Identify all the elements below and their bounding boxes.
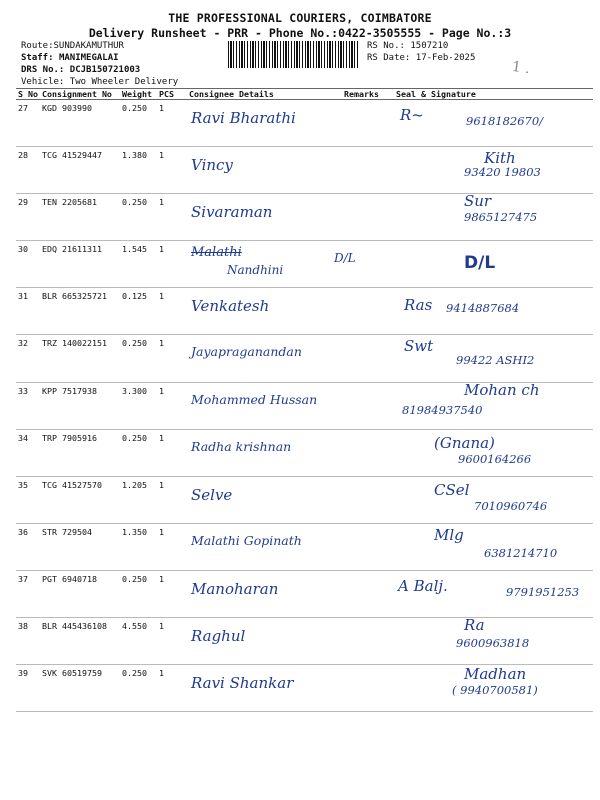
cell-consignee [187,194,342,241]
consignee-name: Venkatesh [191,297,270,316]
consignee-name: Raghul [191,627,246,646]
table-row [16,100,593,147]
staff-value: MANIMEGALAI [58,53,119,63]
cell-pcs: 1 [157,100,187,147]
cell-consignee [187,335,342,382]
runsheet-meta-right [367,40,475,64]
signature: Ra [464,616,485,635]
cell-consignee [187,382,342,429]
contact-number: 9618182670/ [466,114,544,128]
signature: Kith [484,149,516,168]
runsheet-table [16,88,593,712]
table-row [16,288,593,335]
route-line: Route:SUNDAKAMUTHUR [21,41,124,51]
contact-number: 9865127475 [464,210,538,225]
cell-consignment: KGD 903990 [40,100,120,147]
cell-weight: 0.250 [120,570,157,617]
runsheet-subtitle: Delivery Runsheet - PRR - Phone No.:0422-3505555 - Page No.:3 [88,26,512,40]
contact-number: 9600963818 [456,636,530,651]
barcode [228,41,358,68]
contact-number: 93420 19803 [464,165,541,180]
cell-remarks [342,665,394,712]
col-weight: Weight [120,89,157,100]
cell-seal-signature [394,241,593,288]
col-pcs: PCS [157,89,187,100]
cell-weight: 0.250 [120,429,157,476]
cell-remarks [342,523,394,570]
cell-seal-signature [394,288,593,335]
table-row [16,382,593,429]
signature: Swt [404,337,434,356]
contact-number: 6381214710 [484,545,558,560]
cell-remarks [342,618,394,665]
cell-sno: 31 [16,288,40,335]
contact-number: 9414887684 [446,301,520,316]
cell-weight: 1.205 [120,476,157,523]
cell-sno: 39 [16,665,40,712]
vehicle-line: Vehicle: Two Wheeler Delivery [21,77,179,87]
cell-pcs: 1 [157,523,187,570]
signature: Mohan ch [464,380,540,399]
cell-consignment: TRP 7905916 [40,429,120,476]
cell-weight: 3.300 [120,382,157,429]
cell-remarks [342,147,394,194]
cell-pcs: 1 [157,570,187,617]
cell-weight: 1.350 [120,523,157,570]
staff-line: Staff: MANIMEGALAI [21,53,119,63]
cell-consignee [187,570,342,617]
table-row [16,241,593,288]
signature: Ras [404,296,433,315]
consignee-name: Radha krishnan [191,438,292,454]
drs-value: DCJB150721003 [69,65,141,75]
cell-remarks [342,288,394,335]
corner-pen-mark: 1 . [510,58,531,78]
vehicle-value: Two Wheeler Delivery [69,77,179,87]
cell-seal-signature [394,570,593,617]
table-row [16,570,593,617]
cell-seal-signature [394,147,593,194]
cell-weight: 1.545 [120,241,157,288]
cell-consignee [187,618,342,665]
table-row [16,335,593,382]
table-header-row [16,89,593,100]
cell-pcs: 1 [157,194,187,241]
col-consignment: Consignment No [40,89,120,100]
cell-seal-signature [394,335,593,382]
cell-consignment: STR 729504 [40,523,120,570]
table-row [16,618,593,665]
rs-no-value: 1507210 [410,41,449,51]
contact-number: 9791951253 [506,584,580,599]
cell-weight: 4.550 [120,618,157,665]
consignee-name: Jayapraganandan [191,344,302,360]
cell-consignee [187,147,342,194]
cell-remarks [342,382,394,429]
cell-consignment: BLR 665325721 [40,288,120,335]
signature: Madhan [464,665,527,684]
cell-weight: 0.250 [120,194,157,241]
cell-seal-signature [394,618,593,665]
cell-weight: 0.250 [120,100,157,147]
consignee-name: Ravi Bharathi [191,109,296,127]
cell-remarks [342,429,394,476]
cell-seal-signature [394,382,593,429]
consignee-name: Mohammed Hussan [191,391,318,407]
cell-remarks [342,335,394,382]
cell-pcs: 1 [157,335,187,382]
contact-number: 81984937540 [402,402,483,417]
contact-number: 7010960746 [474,498,548,513]
cell-remarks [342,570,394,617]
cell-seal-signature [394,665,593,712]
cell-pcs: 1 [157,476,187,523]
cell-consignee [187,523,342,570]
cell-pcs: 1 [157,241,187,288]
cell-pcs: 1 [157,382,187,429]
table-row [16,665,593,712]
table-row [16,147,593,194]
cell-consignment: PGT 6940718 [40,570,120,617]
cell-consignee [187,241,342,288]
consignee-name: Vincy [191,156,233,175]
cell-remarks [342,476,394,523]
contact-number: D/L [464,253,496,274]
cell-seal-signature [394,100,593,147]
consignee-name: Manoharan [191,579,279,598]
signature: Sur [464,192,492,211]
cell-pcs: 1 [157,618,187,665]
company-title: THE PROFESSIONAL COURIERS, COIMBATORE [168,11,432,25]
consignee-name: Nandhini [227,263,284,278]
cell-sno: 29 [16,194,40,241]
cell-consignment: BLR 445436108 [40,618,120,665]
table-row [16,476,593,523]
contact-number: ( 9940700581) [452,683,538,698]
runsheet-meta-left [21,40,178,88]
cell-seal-signature [394,476,593,523]
cell-weight: 1.380 [120,147,157,194]
cell-sno: 32 [16,335,40,382]
cell-seal-signature [394,429,593,476]
cell-consignee [187,100,342,147]
cell-consignee [187,288,342,335]
cell-pcs: 1 [157,288,187,335]
cell-consignment: TEN 2205681 [40,194,120,241]
consignee-name: Sivaraman [191,203,273,222]
cell-consignment: TCG 41529447 [40,147,120,194]
col-remarks: Remarks [342,89,394,100]
route-value: SUNDAKAMUTHUR [53,41,124,51]
cell-consignee [187,665,342,712]
cell-consignee [187,476,342,523]
cell-seal-signature [394,194,593,241]
rs-date-line: RS Date: 17-Feb-2025 [367,53,476,63]
consignee-name: Selve [191,485,233,504]
cell-sno: 35 [16,476,40,523]
remark-text: D/L [334,251,356,266]
cell-pcs: 1 [157,429,187,476]
signature: Mlg [434,525,464,544]
drs-line: DRS No.: DCJB150721003 [21,65,141,75]
col-seal: Seal & Signature [394,89,593,100]
consignee-name: Malathi Gopinath [191,532,302,548]
cell-sno: 37 [16,570,40,617]
rs-no-line: RS No.: 1507210 [367,41,449,51]
cell-seal-signature [394,523,593,570]
rs-date-value: 17-Feb-2025 [415,53,476,63]
cell-consignment: EDQ 21611311 [40,241,120,288]
cell-pcs: 1 [157,665,187,712]
table-row [16,194,593,241]
cell-sno: 34 [16,429,40,476]
signature: A Balj. [398,576,448,595]
cell-consignment: TRZ 140022151 [40,335,120,382]
cell-sno: 38 [16,618,40,665]
signature: CSel [434,480,470,499]
cell-weight: 0.250 [120,335,157,382]
signature: R~ [400,106,424,124]
contact-number: 99422 ASHI2 [456,353,535,368]
contact-number: 9600164266 [458,451,532,466]
cell-sno: 28 [16,147,40,194]
consignee-name: Ravi Shankar [191,674,294,693]
cell-consignment: SVK 60519759 [40,665,120,712]
cell-consignee [187,429,342,476]
table-row [16,429,593,476]
cell-pcs: 1 [157,147,187,194]
cell-weight: 0.125 [120,288,157,335]
cell-consignment: TCG 41527570 [40,476,120,523]
cell-sno: 36 [16,523,40,570]
cell-sno: 27 [16,100,40,147]
cell-remarks [342,194,394,241]
cell-remarks [342,100,394,147]
cell-sno: 33 [16,382,40,429]
cell-consignment: KPP 7517938 [40,382,120,429]
cell-remarks [334,241,394,288]
col-consignee: Consignee Details [187,89,342,100]
signature: (Gnana) [434,433,495,452]
cell-sno: 30 [16,241,40,288]
col-sno: S No [16,89,40,100]
struck-name: Malathi [191,245,242,261]
cell-weight: 0.250 [120,665,157,712]
table-row [16,523,593,570]
